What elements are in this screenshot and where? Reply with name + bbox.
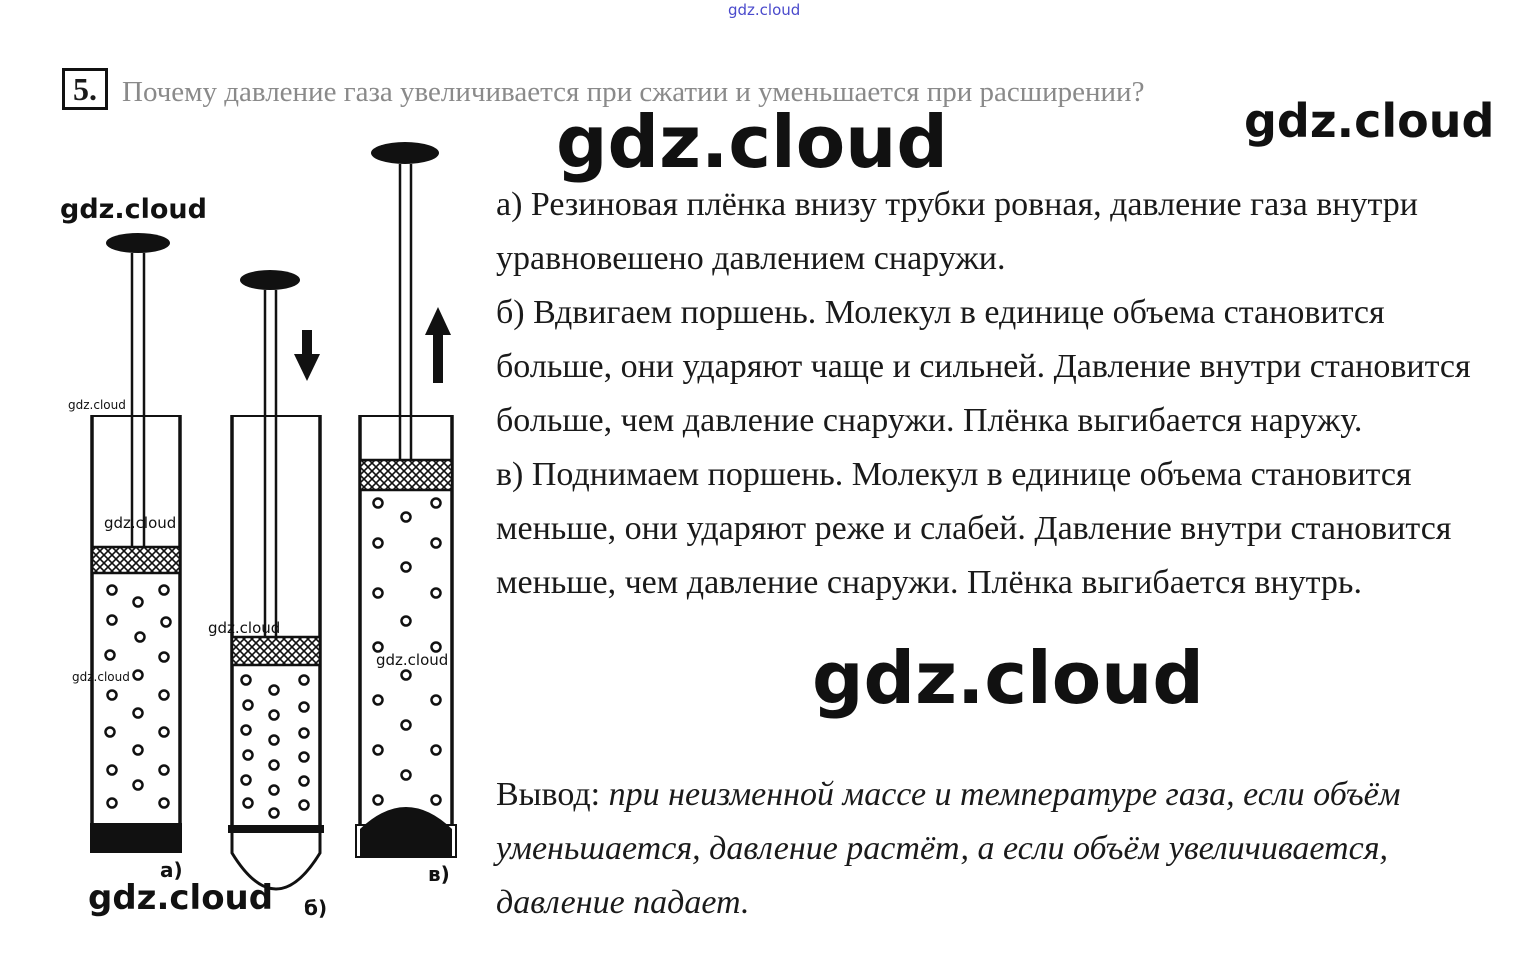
watermark-right: gdz.cloud xyxy=(1244,94,1495,148)
syringe-a xyxy=(90,233,183,882)
answer-paragraph-b: б) Вдвигаем поршень. Молекул в единице объема становится больше, они ударяют чаще и сильней. Давление внутри становится больше, чем давление снаружи. Плёнка выгибается наружу. xyxy=(496,294,1471,439)
watermark-top: gdz.cloud xyxy=(728,1,801,19)
watermark-large-top: gdz.cloud xyxy=(556,100,948,184)
watermark-small-5: gdz.cloud xyxy=(72,670,130,684)
syringe-figure xyxy=(60,135,480,935)
conclusion-block xyxy=(496,768,1496,930)
answer-paragraph-c: в) Поднимаем поршень. Молекул в единице объема становится меньше, они ударяют реже и слабей. Давление внутри становится меньше, чем давление снаружи. Плёнка выгибается внутрь. xyxy=(496,456,1452,601)
watermark-small-3: gdz.cloud xyxy=(208,619,281,637)
watermark-small-1: gdz.cloud xyxy=(68,398,126,412)
question-text: Почему давление газа увеличивается при сжатии и уменьшается при расширении? xyxy=(122,76,1145,108)
label-a: а) xyxy=(160,858,183,882)
watermark-small-4: gdz.cloud xyxy=(376,651,449,669)
watermark-small-2: gdz.cloud xyxy=(104,514,177,532)
syringe-b xyxy=(228,270,327,920)
conclusion-text: при неизменной массе и температуре газа, если объём уменьшается, давление растёт, а если объём увеличивается, давление падает. xyxy=(496,776,1401,921)
answer-paragraph-a: а) Резиновая плёнка внизу трубки ровная, давление газа внутри уравновешено давлением снаружи. xyxy=(496,186,1418,277)
watermark-bottom-left: gdz.cloud xyxy=(88,878,274,918)
syringe-diagram xyxy=(60,135,480,935)
syringe-c xyxy=(356,142,456,886)
watermark-figure-top: gdz.cloud xyxy=(60,194,207,225)
answer-block xyxy=(496,178,1506,610)
label-c: в) xyxy=(428,862,450,886)
question-number: 5. xyxy=(62,68,108,110)
watermark-large-middle: gdz.cloud xyxy=(812,636,1204,720)
label-b: б) xyxy=(304,896,328,920)
conclusion-label: Вывод: xyxy=(496,776,601,813)
